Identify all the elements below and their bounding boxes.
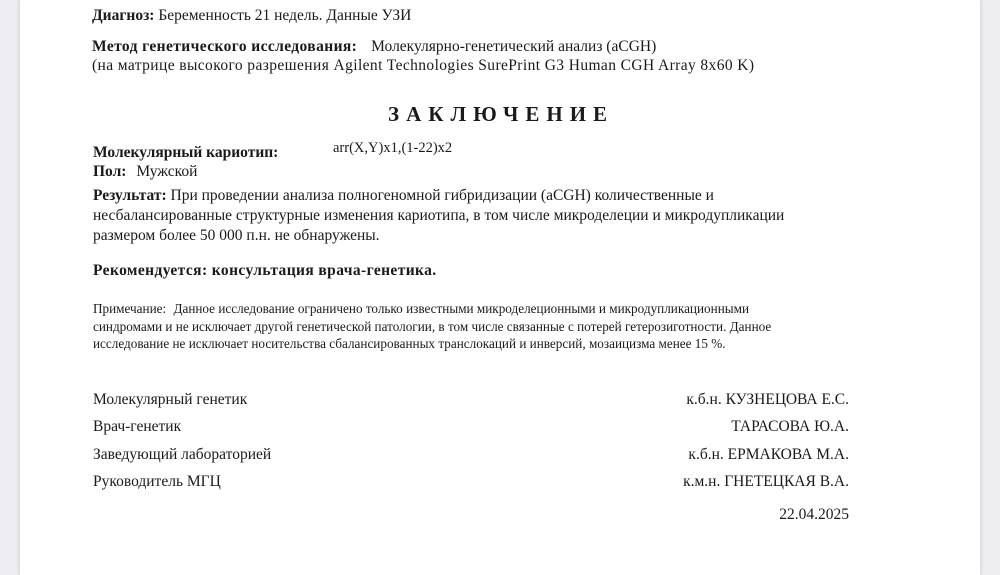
- recommendation: Рекомендуется: консультация врача-генетика.: [93, 262, 437, 279]
- method-label: Метод генетического исследования:: [92, 38, 358, 55]
- signature-name-kuznetsova: к.б.н. КУЗНЕЦОВА Е.С.: [686, 391, 849, 408]
- signature-name-gnetetskaya: к.м.н. ГНЕТЕЦКАЯ В.А.: [683, 473, 849, 490]
- result-text-1: При проведении анализа полногеномной гибридизации (aCGH) количественные и: [170, 187, 714, 204]
- result-label: Результат:: [93, 187, 167, 204]
- document-page: [20, 0, 980, 575]
- note-text-2: синдромами и не исключает другой генетической патологии, в том числе связанные с потерей гетерозиготности. Данное: [93, 318, 772, 334]
- note-line-1: [93, 300, 771, 318]
- conclusion-title: ЗАКЛЮЧЕНИЕ: [388, 102, 615, 126]
- result-text-2: несбалансированные структурные изменения кариотипа, в том числе микроделеции и микродупликации: [93, 207, 785, 224]
- method-line: [92, 38, 656, 56]
- result-text-3: размером более 50 000 п.н. не обнаружены.: [93, 227, 380, 244]
- result-line-1: [93, 186, 784, 206]
- note-block: [93, 300, 771, 353]
- signature-role-molecular-geneticist: Молекулярный генетик: [93, 391, 248, 408]
- sex-value: Мужской: [136, 163, 198, 180]
- signature-role-geneticist: Врач-генетик: [93, 418, 182, 435]
- sex-label: Пол:: [93, 163, 127, 180]
- note-text-1: Данное исследование ограничено только известными микроделеционными и микродупликационными: [173, 301, 750, 316]
- karyotype-label: Молекулярный кариотип:: [93, 144, 279, 161]
- karyotype-value: arr(X,Y)x1,(1-22)x2: [333, 140, 453, 156]
- signature-name-ermakova: к.б.н. ЕРМАКОВА М.А.: [688, 446, 849, 463]
- signature-role-center-head: Руководитель МГЦ: [93, 473, 221, 490]
- diagnosis-line: [92, 7, 411, 25]
- signature-name-tarasova: ТАРАСОВА Ю.А.: [731, 418, 849, 435]
- signature-role-lab-head: Заведующий лабораторией: [93, 446, 272, 463]
- diagnosis-label: Диагноз:: [92, 7, 155, 24]
- note-label: Примечание:: [93, 301, 167, 316]
- document-date: 22.04.2025: [779, 506, 849, 523]
- method-value: Молекулярно-генетический анализ (aCGH): [371, 38, 657, 55]
- result-block: [93, 186, 784, 246]
- sex-line: [93, 163, 197, 181]
- diagnosis-value: Беременность 21 недель. Данные УЗИ: [158, 7, 412, 24]
- method-details: (на матрице высокого разрешения Agilent Technologies SurePrint G3 Human CGH Array 8x60 K): [92, 57, 755, 74]
- note-text-3: исследование не исключает носительства сбалансированных транслокаций и инверсий, мозаицизма менее 15 %.: [93, 336, 726, 351]
